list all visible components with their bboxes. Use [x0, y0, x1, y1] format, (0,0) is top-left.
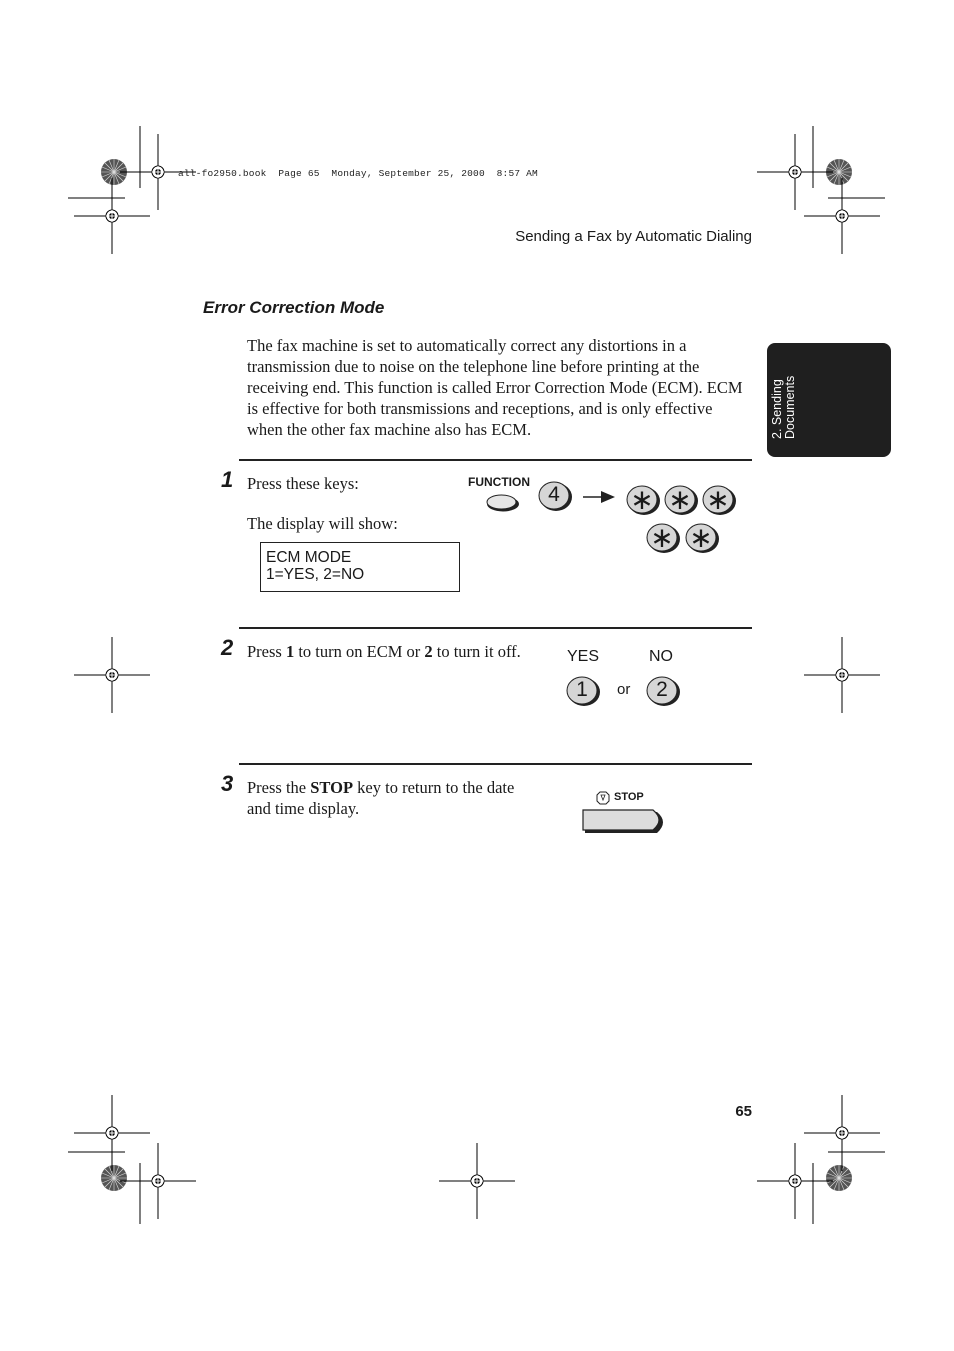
step-2-instruction: [247, 641, 522, 662]
stop-key-icon: [581, 808, 671, 836]
arrow-right-icon: [583, 490, 615, 504]
function-key-label: FUNCTION: [468, 475, 530, 489]
key-4-icon: [537, 480, 573, 512]
star-key-label: ∗: [630, 484, 654, 515]
key-1-label: 1: [576, 678, 588, 701]
chapter-tab: [767, 343, 891, 457]
key-2-icon: [645, 675, 681, 707]
key-4-label: 4: [548, 483, 560, 506]
step-3-divider: [239, 763, 752, 765]
step-2-key-1: 1: [285, 642, 295, 661]
stop-key-label: STOP: [614, 791, 644, 803]
step-3-stop-word: STOP: [310, 778, 354, 797]
star-key-icon: [625, 484, 661, 516]
yes-label: YES: [567, 648, 600, 665]
or-label: or: [617, 681, 631, 698]
no-label: NO: [649, 648, 673, 665]
function-key-icon: [485, 491, 521, 513]
intro-paragraph: The fax machine is set to automatically correct any distortions in a transmission due to noise on the telephone line before printing at the receiving end. This function is called Error Correction Mode (ECM). ECM is effective for both transmissions and receptions, and is only effective when the other fax machine also has ECM.: [247, 336, 743, 439]
step-2-key-2: 2: [424, 642, 433, 661]
step-3-text-b: key to return to the date and time display.: [247, 778, 515, 818]
star-key-icon: [645, 522, 681, 554]
step-3-instruction: [247, 777, 522, 819]
key-1-icon: [565, 675, 601, 707]
star-key-icon: [684, 522, 720, 554]
step-2-text-c: to turn it off.: [432, 642, 521, 661]
star-key-icon: [701, 484, 737, 516]
step-2-text-b: to turn on ECM or: [294, 642, 425, 661]
section-title: Error Correction Mode: [203, 298, 385, 317]
step-1-number: 1: [221, 467, 234, 492]
step-2-text-a: Press: [247, 642, 286, 661]
star-key-label: ∗: [689, 522, 713, 553]
stop-octagon-icon: [596, 791, 610, 805]
step-1-display-label: The display will show:: [247, 514, 398, 533]
lcd-display: [260, 542, 460, 592]
step-3-text-a: Press the: [247, 778, 311, 797]
step-2-divider: [239, 627, 752, 629]
star-key-label: ∗: [706, 484, 730, 515]
page-number: 65: [735, 1103, 752, 1120]
chapter-tab-line2: Documents: [783, 375, 797, 439]
step-3-number: 3: [221, 771, 234, 796]
star-key-label: ∗: [668, 484, 692, 515]
file-info-header: all-fo2950.book Page 65 Monday, September 25, 2000 8:57 AM: [178, 168, 538, 179]
step-1-instruction: Press these keys:: [247, 474, 359, 493]
lcd-line-1: ECM MODE: [266, 549, 352, 566]
key-2-label: 2: [656, 678, 668, 701]
chapter-tab-label: [771, 343, 797, 439]
step-1-divider: [239, 459, 752, 461]
running-head: Sending a Fax by Automatic Dialing: [515, 228, 752, 245]
star-key-icon: [663, 484, 699, 516]
step-2-number: 2: [221, 635, 234, 660]
lcd-line-2: 1=YES, 2=NO: [266, 566, 365, 583]
star-key-label: ∗: [650, 522, 674, 553]
chapter-tab-line1: 2. Sending: [770, 379, 784, 439]
